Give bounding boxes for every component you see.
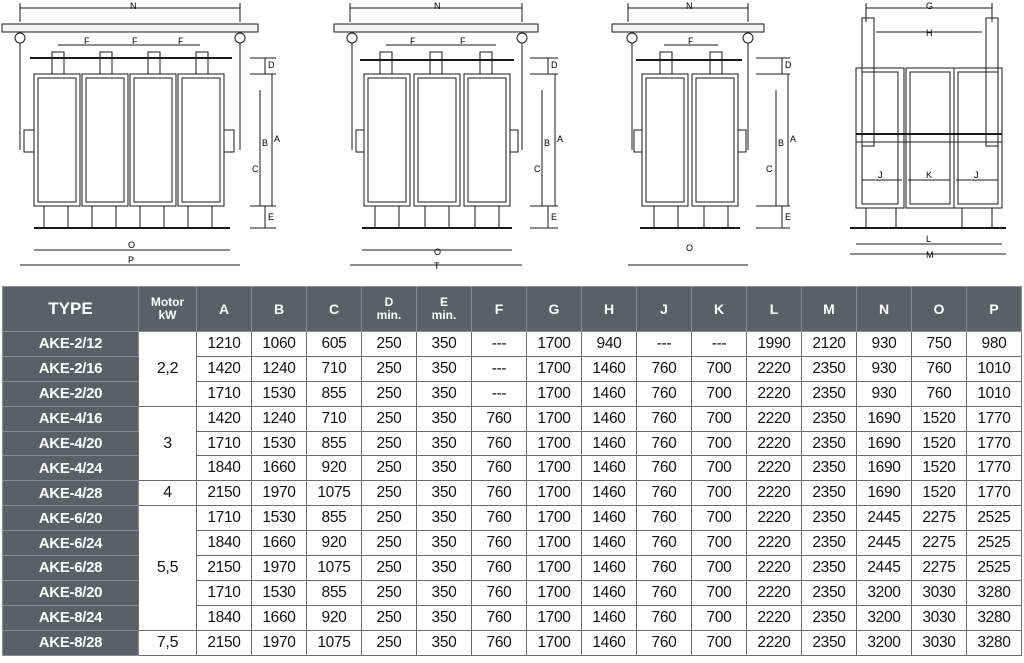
table-cell: 750 (912, 332, 967, 357)
dim-label-p: P (128, 255, 135, 265)
table-cell: 1060 (252, 332, 307, 357)
table-cell: 1840 (197, 531, 252, 556)
header-l: L (747, 287, 802, 332)
table-cell: 3280 (967, 630, 1022, 655)
table-cell: 1520 (912, 431, 967, 456)
table-cell: 2350 (802, 481, 857, 506)
table-cell: 1075 (307, 630, 362, 655)
motor-kw-cell: 4 (139, 481, 197, 506)
drawing-2-unit (612, 3, 790, 265)
table-cell: 2350 (802, 580, 857, 605)
dim-label-o: O (686, 243, 694, 253)
table-cell: 1970 (252, 481, 307, 506)
table-cell: 250 (362, 431, 417, 456)
table-cell: 250 (362, 481, 417, 506)
table-cell: 760 (472, 406, 527, 431)
table-cell: 1690 (857, 481, 912, 506)
table-cell: 760 (912, 381, 967, 406)
dim-label-m: M (926, 250, 934, 260)
table-cell: 1520 (912, 456, 967, 481)
dim-label-f: F (84, 36, 90, 46)
dim-label-e: E (268, 212, 275, 222)
header-d: D min. (362, 287, 417, 332)
table-cell: 3280 (967, 580, 1022, 605)
header-a: A (197, 287, 252, 332)
table-cell: 1700 (527, 580, 582, 605)
table-cell: 760 (637, 381, 692, 406)
table-cell: 1520 (912, 481, 967, 506)
table-cell: 605 (307, 332, 362, 357)
table-cell: 2220 (747, 580, 802, 605)
table-cell: 350 (417, 431, 472, 456)
table-cell: 1530 (252, 580, 307, 605)
table-cell: 760 (472, 556, 527, 581)
table-cell: 3280 (967, 605, 1022, 630)
table-cell: 2220 (747, 431, 802, 456)
table-cell: 2445 (857, 531, 912, 556)
table-row (3, 506, 1022, 531)
dim-label-b: B (544, 138, 551, 148)
table-cell: 1700 (527, 406, 582, 431)
drawing-3-unit (334, 3, 558, 265)
dim-label-d: D (551, 60, 558, 70)
table-cell: 350 (417, 531, 472, 556)
table-cell: 1700 (527, 456, 582, 481)
table-cell: 700 (692, 381, 747, 406)
table-cell: --- (472, 332, 527, 357)
table-cell: 1460 (582, 381, 637, 406)
table-cell: 1770 (967, 456, 1022, 481)
table-cell: 2220 (747, 481, 802, 506)
table-cell: 1075 (307, 481, 362, 506)
table-cell: 700 (692, 531, 747, 556)
type-cell: AKE-8/28 (3, 630, 139, 655)
dim-label-e: E (551, 212, 558, 222)
table-cell: 3030 (912, 630, 967, 655)
table-cell: 760 (912, 356, 967, 381)
table-cell: 1010 (967, 356, 1022, 381)
table-cell: 855 (307, 506, 362, 531)
table-cell: 2220 (747, 381, 802, 406)
table-cell: 1660 (252, 456, 307, 481)
dim-label-j: J (974, 170, 979, 180)
table-cell: 1460 (582, 356, 637, 381)
table-cell: 1700 (527, 381, 582, 406)
type-cell: AKE-2/20 (3, 381, 139, 406)
table-cell: 700 (692, 580, 747, 605)
header-j: J (637, 287, 692, 332)
header-g: G (527, 287, 582, 332)
table-cell: 2220 (747, 556, 802, 581)
table-cell: 1970 (252, 556, 307, 581)
dim-label-j: J (878, 170, 883, 180)
table-cell: 855 (307, 580, 362, 605)
table-cell: 760 (637, 605, 692, 630)
table-cell: 350 (417, 630, 472, 655)
table-cell: 1420 (197, 406, 252, 431)
table-cell: --- (692, 332, 747, 357)
table-cell: 250 (362, 556, 417, 581)
table-row (3, 481, 1022, 506)
header-h: H (582, 287, 637, 332)
table-cell: 1710 (197, 506, 252, 531)
table-cell: 1240 (252, 406, 307, 431)
dim-label-f: F (410, 36, 416, 46)
table-cell: 760 (472, 605, 527, 630)
technical-drawings (0, 0, 1024, 280)
table-cell: 1770 (967, 431, 1022, 456)
dim-label-n: N (130, 1, 137, 11)
table-cell: 1660 (252, 531, 307, 556)
dim-label-h: H (926, 28, 933, 38)
table-cell: 1460 (582, 556, 637, 581)
table-cell: 1770 (967, 481, 1022, 506)
table-cell: 980 (967, 332, 1022, 357)
table-cell: 2150 (197, 630, 252, 655)
table-cell: 855 (307, 431, 362, 456)
header-motor: Motor kW (139, 287, 197, 332)
table-cell: 760 (637, 356, 692, 381)
dim-label-a: A (557, 134, 564, 144)
table-cell: 1710 (197, 381, 252, 406)
table-cell: 1660 (252, 605, 307, 630)
table-cell: 250 (362, 605, 417, 630)
table-cell: 700 (692, 556, 747, 581)
table-cell: 250 (362, 630, 417, 655)
table-cell: 350 (417, 356, 472, 381)
header-o: O (912, 287, 967, 332)
table-cell: 1690 (857, 456, 912, 481)
table-cell: 2350 (802, 531, 857, 556)
type-cell: AKE-8/20 (3, 580, 139, 605)
table-cell: 700 (692, 630, 747, 655)
table-cell: 250 (362, 381, 417, 406)
dim-label-f: F (688, 36, 694, 46)
table-cell: 930 (857, 356, 912, 381)
table-cell: 940 (582, 332, 637, 357)
table-cell: 2350 (802, 356, 857, 381)
table-cell: 2220 (747, 356, 802, 381)
table-cell: 760 (637, 630, 692, 655)
table-body (3, 332, 1022, 656)
motor-kw-cell: 7,5 (139, 630, 197, 655)
dim-label-d: D (268, 60, 275, 70)
table-cell: 1075 (307, 556, 362, 581)
table-cell: 855 (307, 381, 362, 406)
table-cell: 760 (637, 531, 692, 556)
table-cell: 760 (637, 580, 692, 605)
type-cell: AKE-4/16 (3, 406, 139, 431)
table-cell: 930 (857, 381, 912, 406)
table-cell: 350 (417, 406, 472, 431)
table-cell: 1700 (527, 630, 582, 655)
dim-label-b: B (778, 138, 785, 148)
table-cell: 2350 (802, 630, 857, 655)
table-cell: 700 (692, 431, 747, 456)
table-cell: 1460 (582, 531, 637, 556)
dim-label-o: O (128, 240, 136, 250)
type-cell: AKE-4/28 (3, 481, 139, 506)
header-n: N (857, 287, 912, 332)
dim-label-f: F (460, 36, 466, 46)
dim-label-n: N (686, 1, 693, 11)
table-cell: 1710 (197, 580, 252, 605)
table-header-row (3, 287, 1022, 332)
header-e: E min. (417, 287, 472, 332)
table-cell: 760 (472, 481, 527, 506)
dim-label-b: B (262, 138, 269, 148)
table-cell: 700 (692, 356, 747, 381)
table-cell: 1990 (747, 332, 802, 357)
table-cell: 1700 (527, 556, 582, 581)
table-cell: 1700 (527, 605, 582, 630)
table-cell: 350 (417, 481, 472, 506)
table-cell: 700 (692, 456, 747, 481)
header-k: K (692, 287, 747, 332)
table-cell: 1460 (582, 630, 637, 655)
table-cell: 1690 (857, 431, 912, 456)
table-cell: 710 (307, 356, 362, 381)
table-cell: 2275 (912, 506, 967, 531)
motor-kw-cell: 3 (139, 406, 197, 481)
table-cell: 2445 (857, 556, 912, 581)
table-cell: 710 (307, 406, 362, 431)
table-cell: 1010 (967, 381, 1022, 406)
table-cell: 2220 (747, 531, 802, 556)
table-cell: 760 (637, 506, 692, 531)
table-cell: 2445 (857, 506, 912, 531)
table-cell: 2350 (802, 431, 857, 456)
table-cell: 2220 (747, 630, 802, 655)
table-cell: 1460 (582, 605, 637, 630)
table-cell: 1420 (197, 356, 252, 381)
table-cell: 1700 (527, 431, 582, 456)
table-cell: 2150 (197, 481, 252, 506)
table-row (3, 406, 1022, 431)
dim-label-n: N (434, 1, 441, 11)
dim-label-g: G (926, 1, 934, 11)
table-cell: 2220 (747, 506, 802, 531)
table-cell: 760 (472, 630, 527, 655)
table-cell: 350 (417, 506, 472, 531)
table-cell: 2525 (967, 506, 1022, 531)
table-cell: 760 (637, 431, 692, 456)
table-cell: 350 (417, 456, 472, 481)
table-cell: 2275 (912, 556, 967, 581)
type-cell: AKE-8/24 (3, 605, 139, 630)
dim-label-a: A (274, 134, 281, 144)
header-b: B (252, 287, 307, 332)
table-cell: 760 (472, 456, 527, 481)
table-cell: 700 (692, 506, 747, 531)
table-cell: 2525 (967, 556, 1022, 581)
table-cell: 2120 (802, 332, 857, 357)
table-cell: 250 (362, 456, 417, 481)
drawing-side-view (850, 3, 1006, 254)
table-cell: 350 (417, 381, 472, 406)
table-cell: 760 (637, 406, 692, 431)
motor-kw-cell: 2,2 (139, 332, 197, 407)
type-cell: AKE-4/24 (3, 456, 139, 481)
table-cell: 1460 (582, 456, 637, 481)
dimensions-table (2, 286, 1022, 656)
table-cell: 250 (362, 506, 417, 531)
table-cell: 250 (362, 406, 417, 431)
drawing-4-unit (2, 3, 276, 265)
table-cell: 1460 (582, 580, 637, 605)
table-cell: 700 (692, 605, 747, 630)
table-cell: 1770 (967, 406, 1022, 431)
drawings-svg (0, 0, 1024, 280)
type-cell: AKE-2/16 (3, 356, 139, 381)
table-cell: 1710 (197, 431, 252, 456)
table-cell: 1700 (527, 531, 582, 556)
table-cell: 250 (362, 580, 417, 605)
table-cell: 1700 (527, 506, 582, 531)
table-cell: 2350 (802, 556, 857, 581)
header-f: F (472, 287, 527, 332)
dim-label-f: F (132, 36, 138, 46)
dim-label-f: F (178, 36, 184, 46)
motor-kw-cell: 5,5 (139, 506, 197, 630)
table-cell: 930 (857, 332, 912, 357)
table-cell: 760 (637, 456, 692, 481)
table-cell: --- (637, 332, 692, 357)
type-cell: AKE-6/28 (3, 556, 139, 581)
type-cell: AKE-6/20 (3, 506, 139, 531)
table-cell: 350 (417, 580, 472, 605)
table-cell: 920 (307, 531, 362, 556)
table-cell: 1460 (582, 506, 637, 531)
type-cell: AKE-4/20 (3, 431, 139, 456)
dim-label-c: C (534, 164, 541, 174)
header-type: TYPE (3, 287, 139, 332)
table-cell: 1700 (527, 356, 582, 381)
table-cell: 700 (692, 406, 747, 431)
table-cell: 350 (417, 605, 472, 630)
table-cell: 1700 (527, 332, 582, 357)
header-m: M (802, 287, 857, 332)
table-cell: 3200 (857, 605, 912, 630)
dim-label-e: E (785, 212, 792, 222)
type-cell: AKE-2/12 (3, 332, 139, 357)
table-cell: 3030 (912, 580, 967, 605)
table-cell: 2220 (747, 406, 802, 431)
table-cell: 2525 (967, 531, 1022, 556)
dim-label-a: A (790, 134, 797, 144)
table-cell: 2220 (747, 456, 802, 481)
header-c: C (307, 287, 362, 332)
table-cell: 1690 (857, 406, 912, 431)
table-cell: 2350 (802, 506, 857, 531)
table-cell: 250 (362, 356, 417, 381)
table-cell: 2220 (747, 605, 802, 630)
table-cell: 760 (472, 531, 527, 556)
dim-label-c: C (766, 164, 773, 174)
table-cell: 1530 (252, 506, 307, 531)
table-cell: 2350 (802, 456, 857, 481)
table-cell: 760 (637, 556, 692, 581)
table-cell: 1700 (527, 481, 582, 506)
table-cell: 760 (637, 481, 692, 506)
table-cell: 3030 (912, 605, 967, 630)
table-cell: 1840 (197, 605, 252, 630)
table-cell: 1240 (252, 356, 307, 381)
table-cell: 700 (692, 481, 747, 506)
table-cell: 2275 (912, 531, 967, 556)
table-cell: 250 (362, 332, 417, 357)
table-cell: 3200 (857, 630, 912, 655)
dim-label-o: O (434, 247, 442, 257)
table-cell: 2350 (802, 381, 857, 406)
table-cell: 350 (417, 556, 472, 581)
table-cell: 1970 (252, 630, 307, 655)
table-row (3, 630, 1022, 655)
table-cell: 760 (472, 431, 527, 456)
dim-label-t: T (434, 261, 440, 271)
table-cell: 1520 (912, 406, 967, 431)
table-cell: 760 (472, 506, 527, 531)
table-cell: 1210 (197, 332, 252, 357)
table-cell: 2150 (197, 556, 252, 581)
table-cell: 1530 (252, 381, 307, 406)
table-cell: --- (472, 381, 527, 406)
type-cell: AKE-6/24 (3, 531, 139, 556)
table-cell: 2350 (802, 406, 857, 431)
table-cell: 3200 (857, 580, 912, 605)
table-cell: 1460 (582, 406, 637, 431)
table-cell: 2350 (802, 605, 857, 630)
dim-label-c: C (252, 164, 259, 174)
table-cell: 250 (362, 531, 417, 556)
table-cell: 1840 (197, 456, 252, 481)
table-cell: 350 (417, 332, 472, 357)
dim-label-k: K (926, 170, 933, 180)
table-cell: --- (472, 356, 527, 381)
dim-label-d: D (785, 60, 792, 70)
table-row (3, 332, 1022, 357)
table-cell: 920 (307, 456, 362, 481)
table-cell: 1460 (582, 481, 637, 506)
table-cell: 1530 (252, 431, 307, 456)
table-cell: 760 (472, 580, 527, 605)
header-p: P (967, 287, 1022, 332)
table-cell: 1460 (582, 431, 637, 456)
dim-label-l: L (926, 234, 932, 244)
table-cell: 920 (307, 605, 362, 630)
